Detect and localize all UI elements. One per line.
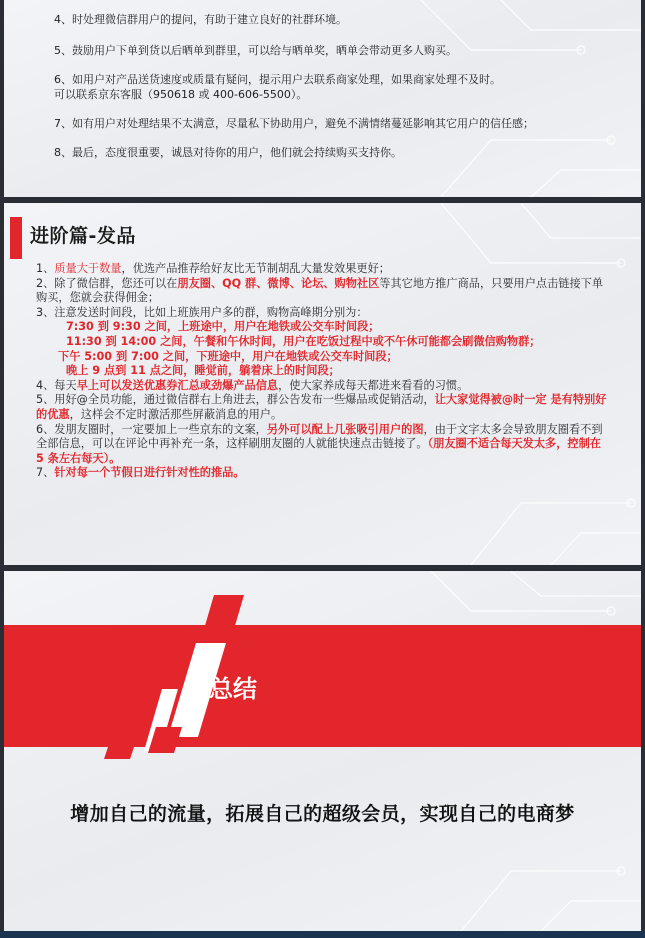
- slide-tips-continued: [4, 0, 641, 197]
- posting-tips: [36, 262, 608, 481]
- tip-7: 7、针对每一个节假日进行针对性的推品。: [36, 466, 245, 480]
- summary-slogan: 增加自己的流量，拓展自己的超级会员，实现自己的电商梦: [70, 803, 575, 825]
- title-accent-bar: [10, 217, 22, 259]
- tip-item-6: 6、如用户对产品送货速度或质量有疑问，提示用户去联系商家处理，如果商家处理不及时。 可以联系京东客服（950618 或 400-606-5500）。: [54, 73, 501, 101]
- tip-item-7: 7、如有用户对处理结果不太满意，尽量私下协助用户，避免不满情绪蔓延影响其它用户的信任感；: [54, 117, 534, 130]
- tip-4: 4、每天早上可以发送优惠券汇总或劲爆产品信息，使大家养成每天都进来看看的习惯。: [36, 378, 469, 392]
- slide-advanced-posting: [4, 203, 641, 565]
- time-slot-morning: 7:30 到 9:30 之间，上班途中，用户在地铁或公交车时间段；: [66, 320, 380, 334]
- tip-item-8: 8、最后，态度很重要，诚恳对待你的用户，他们就会持续购买支持你。: [54, 146, 402, 159]
- tip-item-4: 4、时处理微信群用户的提问，有助于建立良好的社群环境。: [54, 13, 347, 26]
- tip-5: 5、用好@全员功能，通过微信群右上角进去，群公告发布一些爆品或促销活动，让大家觉得被@时一定 是有特别好的优惠，这样会不定时激活那些屏蔽消息的用户。: [36, 393, 607, 421]
- tip-6: 6、发朋友圈时，一定要加上一些京东的文案，另外可以配上几张吸引用户的图，由于文字太多会导致朋友圈看不到 全部信息，可以在评论中再补充一条，这样刷朋友圈的人就能快速点击链接了。（朋友圈不适合每天发太多，控制在 5 条左右每天）。: [36, 422, 603, 465]
- tip-1: 1、质量大于数量，优选产品推荐给好友比无节制胡乱大量发效果更好；: [36, 262, 390, 275]
- tip-item-5: 5、鼓励用户下单到货以后晒单到群里，可以给与晒单奖，晒单会带动更多人购买。: [54, 44, 457, 57]
- summary-title: 总结: [209, 675, 257, 703]
- tip-3: 3、注意发送时间段，比如上班族用户多的群，购物高峰期分别为：: [36, 305, 368, 319]
- time-slot-night: 晚上 9 点到 11 点之间，睡觉前，躺着床上的时间段；: [66, 364, 340, 378]
- time-slot-evening: 下午 5:00 到 7:00 之间，下班途中，用户在地铁或公交车时间段；: [58, 349, 398, 363]
- slide-summary: [4, 571, 641, 931]
- footer-bar: [0, 931, 645, 938]
- time-slot-noon: 11:30 到 14:00 之间，午餐和午休时间，用户在吃饭过程中或不午休可能都会刷微信购物群；: [66, 334, 541, 348]
- tip-2: 2、除了微信群，您还可以在朋友圈、QQ 群、微博、论坛、购物社区等其它地方推广商品，只要用户点击链接下单购买，您就会获得佣金；: [36, 276, 604, 305]
- section-title: 进阶篇-发品: [30, 225, 136, 247]
